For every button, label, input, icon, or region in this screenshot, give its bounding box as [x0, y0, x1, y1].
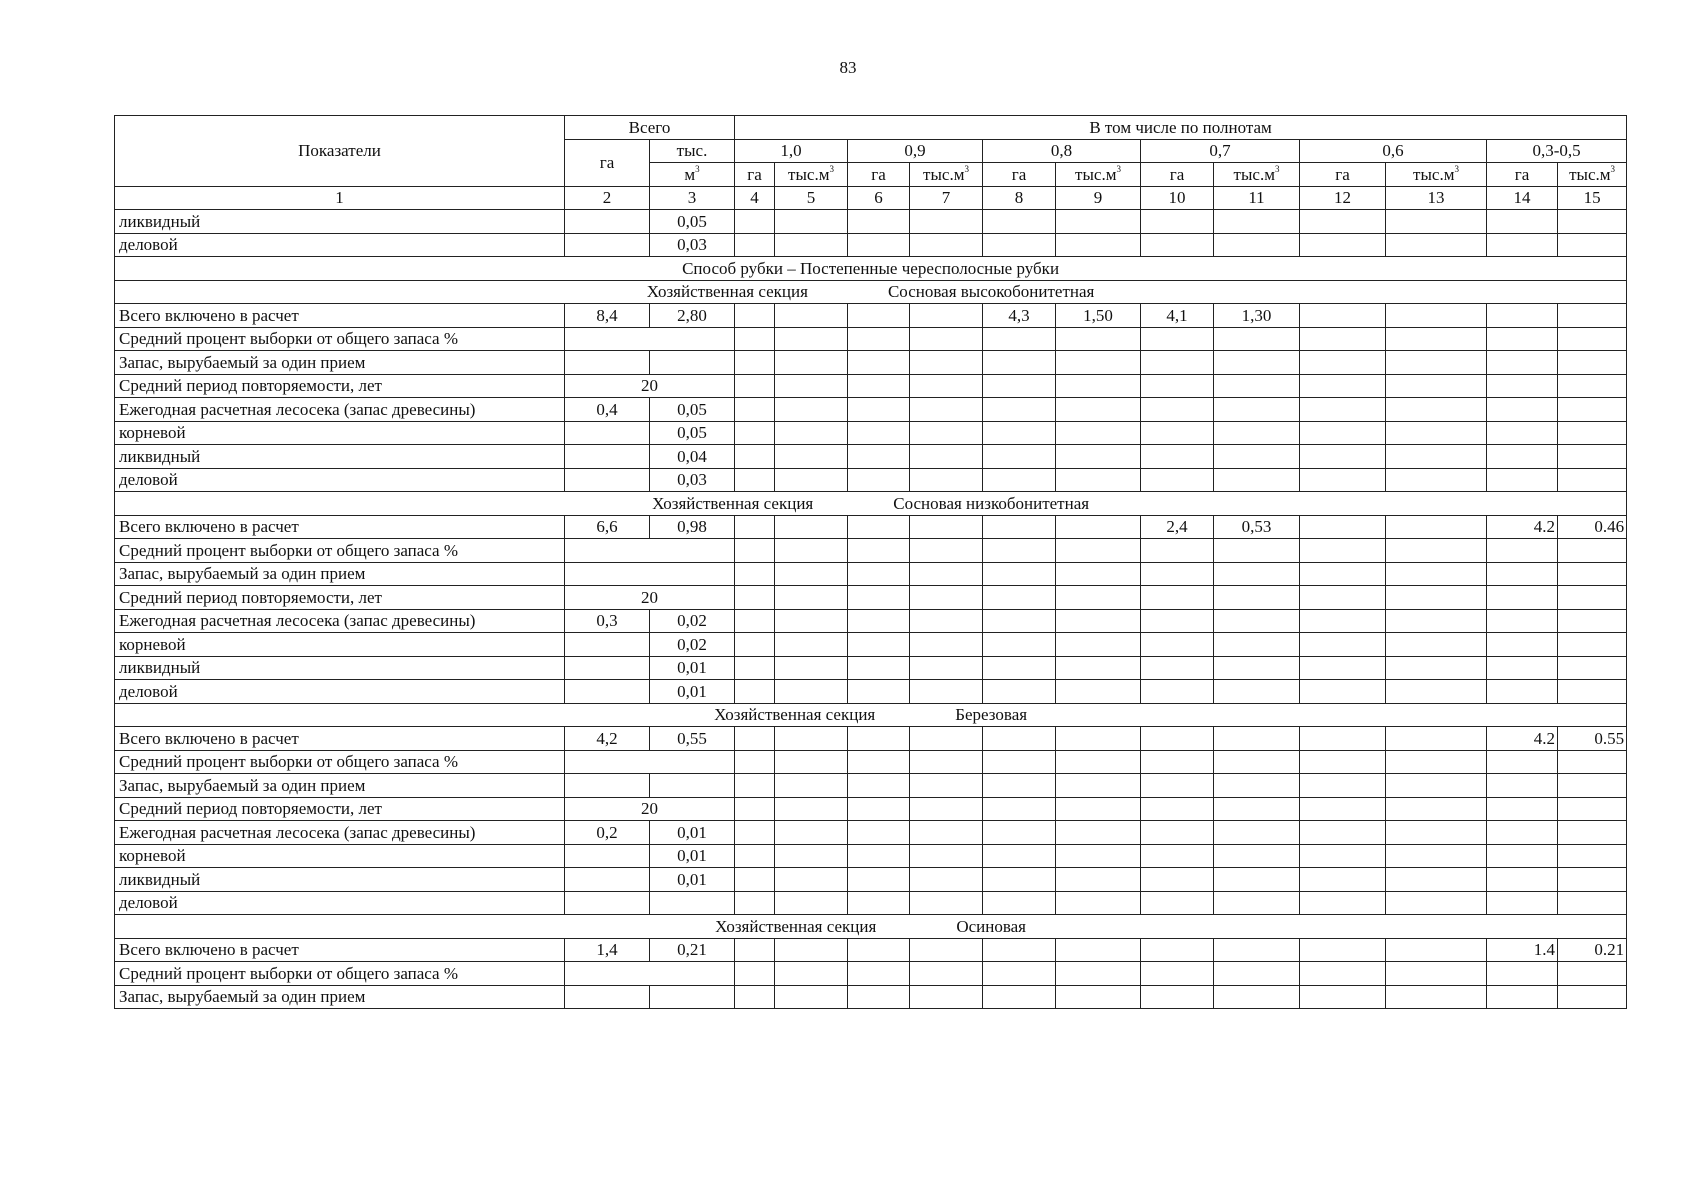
header-d3-m3: $тыс.м^3$ — [1056, 163, 1141, 187]
table-row: Средний процент выборки от общего запаса % — [115, 539, 1627, 563]
table-row: Запас, вырубаемый за один прием — [115, 985, 1627, 1009]
header-total: Всего — [565, 116, 735, 140]
table-row: Всего включено в расчет 1,4 0,21 1.4 0.21 — [115, 938, 1627, 962]
table-row: корневой 0,05 — [115, 421, 1627, 445]
table-row: Всего включено в расчет 4,2 0,55 4.2 0.55 — [115, 727, 1627, 751]
header-d1-ha: га — [735, 163, 775, 187]
section-header: Хозяйственная секция Сосновая низкобонитетная — [115, 492, 1627, 516]
table-row: Ежегодная расчетная лесосека (запас древесины) 0,4 0,05 — [115, 398, 1627, 422]
col-num: 10 — [1141, 186, 1214, 210]
table-row: Запас, вырубаемый за один прием — [115, 351, 1627, 375]
table-row: деловой 0,01 — [115, 680, 1627, 704]
col-num: 9 — [1056, 186, 1141, 210]
table-row: ликвидный 0,04 — [115, 445, 1627, 469]
column-numbers-row — [115, 186, 1627, 210]
method-title: Способ рубки – Постепенные чересполосные рубки — [115, 257, 1627, 281]
header-d3-ha: га — [983, 163, 1056, 187]
table-row: Всего включено в расчет 8,4 2,80 4,3 1,50 4,1 1,30 — [115, 304, 1627, 328]
table-row: Ежегодная расчетная лесосека (запас древесины) 0,3 0,02 — [115, 609, 1627, 633]
section-header: Хозяйственная секция Сосновая высокобонитетная — [115, 280, 1627, 304]
table-row: деловой — [115, 891, 1627, 915]
table-row: деловой 0,03 — [115, 233, 1627, 257]
header-d4-ha: га — [1141, 163, 1214, 187]
header-d2-m3: $тыс.м^3$ — [910, 163, 983, 187]
header-d4-m3: $тыс.м^3$ — [1214, 163, 1300, 187]
col-num: 11 — [1214, 186, 1300, 210]
table-row: ликвидный 0,01 — [115, 868, 1627, 892]
table-row: Ежегодная расчетная лесосека (запас древесины) 0,2 0,01 — [115, 821, 1627, 845]
table-row: ликвидный 0,05 — [115, 210, 1627, 234]
method-title-row — [115, 257, 1627, 281]
table-row: корневой 0,01 — [115, 844, 1627, 868]
table-row: Средний процент выборки от общего запаса % — [115, 750, 1627, 774]
header-d6-ha: га — [1487, 163, 1558, 187]
col-num: 1 — [115, 186, 565, 210]
header-d5-m3: $тыс.м^3$ — [1386, 163, 1487, 187]
table-row: Запас, вырубаемый за один прием — [115, 562, 1627, 586]
col-num: 4 — [735, 186, 775, 210]
col-num: 2 — [565, 186, 650, 210]
table-row: Средний период повторяемости, лет 20 — [115, 797, 1627, 821]
section-header: Хозяйственная секция Березовая — [115, 703, 1627, 727]
table-row: Всего включено в расчет 6,6 0,98 2,4 0,53 4.2 0.46 — [115, 515, 1627, 539]
col-num: 14 — [1487, 186, 1558, 210]
header-density-5: 0,6 — [1300, 139, 1487, 163]
col-num: 6 — [848, 186, 910, 210]
table-row: Средний процент выборки от общего запаса % — [115, 327, 1627, 351]
header-total-m3-bottom: $м^3$ — [650, 163, 735, 187]
page-number: 83 — [839, 58, 857, 77]
col-num: 12 — [1300, 186, 1386, 210]
header-d2-ha: га — [848, 163, 910, 187]
header-density-2: 0,9 — [848, 139, 983, 163]
header-density-1: 1,0 — [735, 139, 848, 163]
table-row: Средний процент выборки от общего запаса % — [115, 962, 1627, 986]
table-row: Запас, вырубаемый за один прием — [115, 774, 1627, 798]
table-row: Средний период повторяемости, лет 20 — [115, 586, 1627, 610]
header-density-4: 0,7 — [1141, 139, 1300, 163]
col-num: 5 — [775, 186, 848, 210]
header-density-3: 0,8 — [983, 139, 1141, 163]
col-num: 8 — [983, 186, 1056, 210]
col-num: 3 — [650, 186, 735, 210]
table-row: деловой 0,03 — [115, 468, 1627, 492]
col-num: 13 — [1386, 186, 1487, 210]
header-d1-m3: $тыс.м^3$ — [775, 163, 848, 187]
table-row: ликвидный 0,01 — [115, 656, 1627, 680]
header-total-m3-top: тыс. — [650, 139, 735, 163]
table-row: корневой 0,02 — [115, 633, 1627, 657]
header-total-ha: га — [565, 139, 650, 186]
col-num: 15 — [1558, 186, 1627, 210]
col-num: 7 — [910, 186, 983, 210]
header-density-6: 0,3-0,5 — [1487, 139, 1627, 163]
table-row: Средний период повторяемости, лет 20 — [115, 374, 1627, 398]
forest-cutting-table — [114, 115, 1627, 1009]
header-by-density: В том числе по полнотам — [735, 116, 1627, 140]
header-indicator: Показатели — [115, 116, 565, 187]
header-row-1 — [115, 116, 1627, 140]
section-header: Хозяйственная секция Осиновая — [115, 915, 1627, 939]
header-d5-ha: га — [1300, 163, 1386, 187]
header-d6-m3: $тыс.м^3$ — [1558, 163, 1627, 187]
